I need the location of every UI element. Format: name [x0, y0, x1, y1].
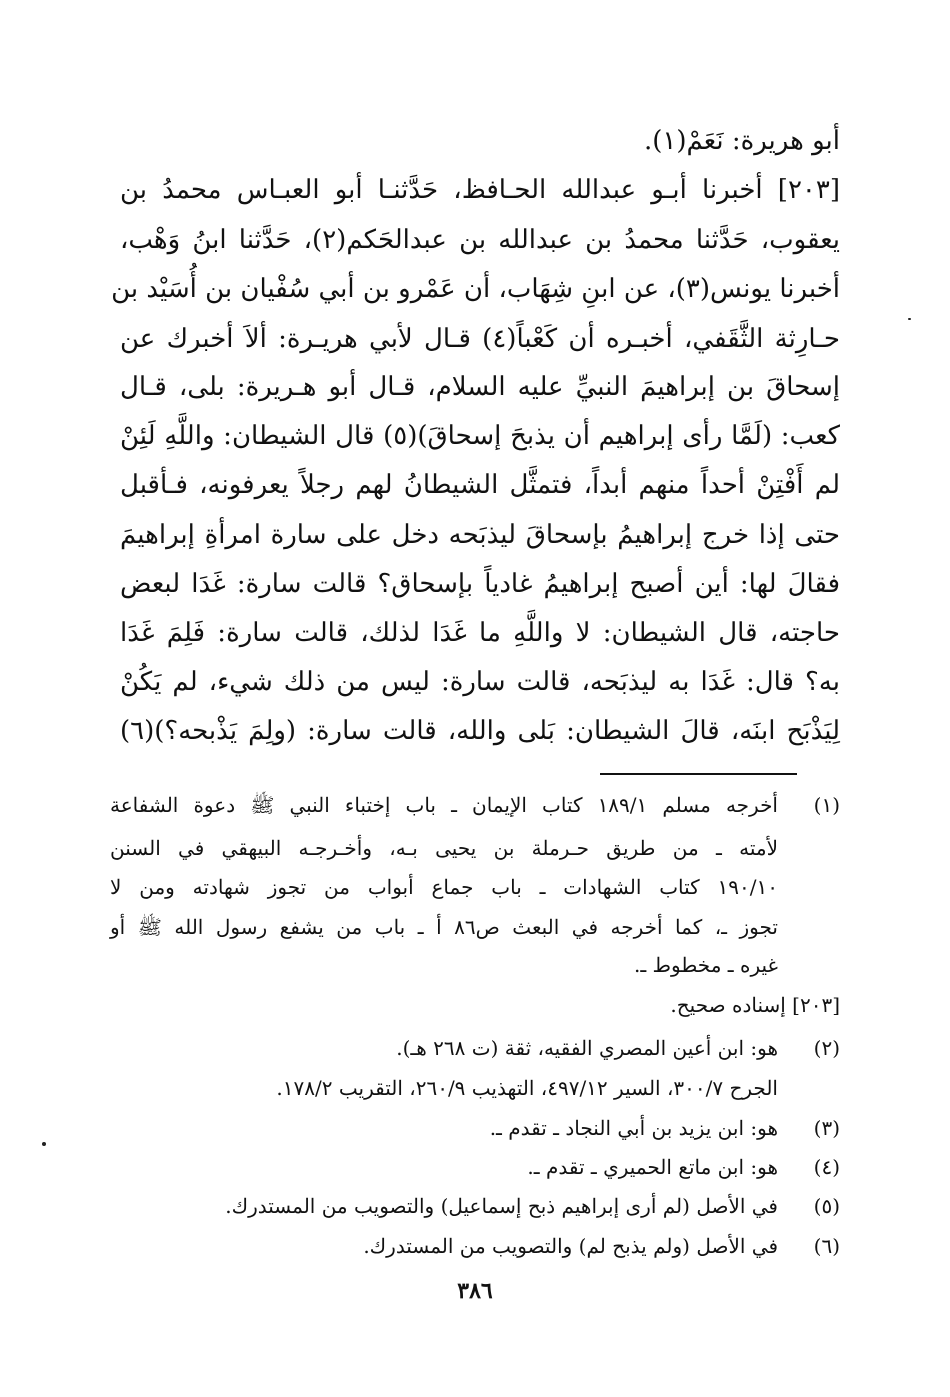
body-line: كعب: (لَمَّا رأى إبراهيم أن يذبحَ إسحاقَ)(٥) قال الشيطان: واللَّهِ لَئِنْ: [120, 421, 841, 451]
body-line: أخبرنا يونس(٣)، عن ابنِ شِهَاب، أن عَمْرو بن أبي سُفْيان بن أُسَيْد بن: [111, 274, 840, 304]
footnote-number: (٦): [813, 1234, 840, 1258]
footnote-text: هو: ابن يزيد بن أبي النجاد ـ تقدم ـ.: [489, 1116, 778, 1140]
body-line: أبو هريرة: نَعَمْ(١).: [643, 126, 840, 156]
body-line: حتى إذا خرج إبراهيمُ بإسحاقَ ليذبَحه دخل على سارة امرأةِ إبراهيمَ: [120, 520, 840, 550]
footnote-number: (٣): [813, 1116, 840, 1140]
body-line: يعقوب، حَدَّثنا محمدُ بن عبدالله بن عبدالحَكم(٢)، حَدَّثنا ابنُ وَهْب،: [120, 225, 840, 255]
footnote-text: هو: ابن أعين المصري الفقيه، ثقة (ت ٢٦٨ هـ).: [396, 1036, 778, 1060]
page-number: ٣٨٦: [457, 1278, 493, 1304]
body-line: لِيَذْبَح ابنَه، قالَ الشيطان: بَلى والله، قالت سارة: (ولِمَ يَذْبحه؟)(٦): [120, 716, 840, 746]
footnote-number: (٤): [813, 1155, 840, 1179]
scan-speck: [42, 1142, 46, 1146]
footnote-continuation: ١٩٠/١٠ كتاب الشهادات ـ باب جماع أبواب من تجوز شهادته ومن لا: [110, 875, 778, 899]
footnote-text: الجرح ٣٠٠/٧، السير ٤٩٧/١٢، التهذيب ٢٦٠/٩، التقريب ١٧٨/٢.: [276, 1076, 778, 1100]
footnote-text: هو: ابن ماتع الحميري ـ تقدم ـ.: [527, 1155, 778, 1179]
isnad-text: [٢٠٣] إسناده صحيح.: [670, 993, 840, 1017]
body-line: لم أَفْتِنْ أحداً منهم أبداً، فتمثَّل الشيطانُ لهم رجلاً يعرفونه، فـأقبل: [120, 470, 840, 500]
body-line: [٢٠٣] أخبرنا أبـو عبدالله الحـافظ، حَدَّثنـا أبو العبـاس محمدُ بن: [120, 175, 840, 205]
body-line: فقالَ لها: أين أصبح إبراهيمُ غادياً بإسحاق؟ قالت سارة: غَدَا لبعض: [120, 569, 840, 599]
body-line: به؟ قال: غَدَا به ليذبَحه، قالت سارة: ليس من ذلك شيء، لم يَكُنْ: [120, 667, 840, 697]
footnote-number: (٢): [813, 1036, 840, 1060]
footnote-separator: [600, 773, 797, 775]
footnote-continuation: لأمته ـ من طريق حـرملة بن يحيى بـه، وأخـرجـه البيهقي في السنن: [110, 836, 778, 860]
footnote-text: في الأصل (ولم يذبح لم) والتصويب من المستدرك.: [363, 1234, 778, 1258]
footnote-text: في الأصل (لم أرى إبراهيم ذبح إسماعيل) والتصويب من المستدرك.: [225, 1194, 778, 1218]
footnote-continuation: تجوز ـ، كما أخرجه في البعث ص٨٦ أ ـ باب من يشفع رسول الله ﷺ أو: [110, 915, 778, 939]
body-line: حـارِثة الثَّقَفي، أخبـره أن كَعْباً(٤) قـال لأبي هريـرة: ألاَ أخبرك عن: [120, 324, 840, 354]
body-line: إسحاقَ بن إبراهيمَ النبيِّ عليه السلام، قـال أبو هـريرة: بلى، قـال: [120, 372, 840, 402]
footnote-number: (١): [813, 793, 840, 817]
scan-speck: [908, 318, 911, 320]
footnote-text: أخرجه مسلم ١٨٩/١ كتاب الإيمان ـ باب إختباء النبي ﷺ دعوة الشفاعة: [110, 793, 778, 817]
footnote-number: (٥): [813, 1194, 840, 1218]
body-line: حاجته، قال الشيطان: لا واللَّهِ ما غَدَا لذلك، قالت سارة: فَلِمَ غَدَا: [120, 618, 840, 648]
footnote-continuation: غيره ـ مخطوط ـ.: [633, 953, 778, 977]
